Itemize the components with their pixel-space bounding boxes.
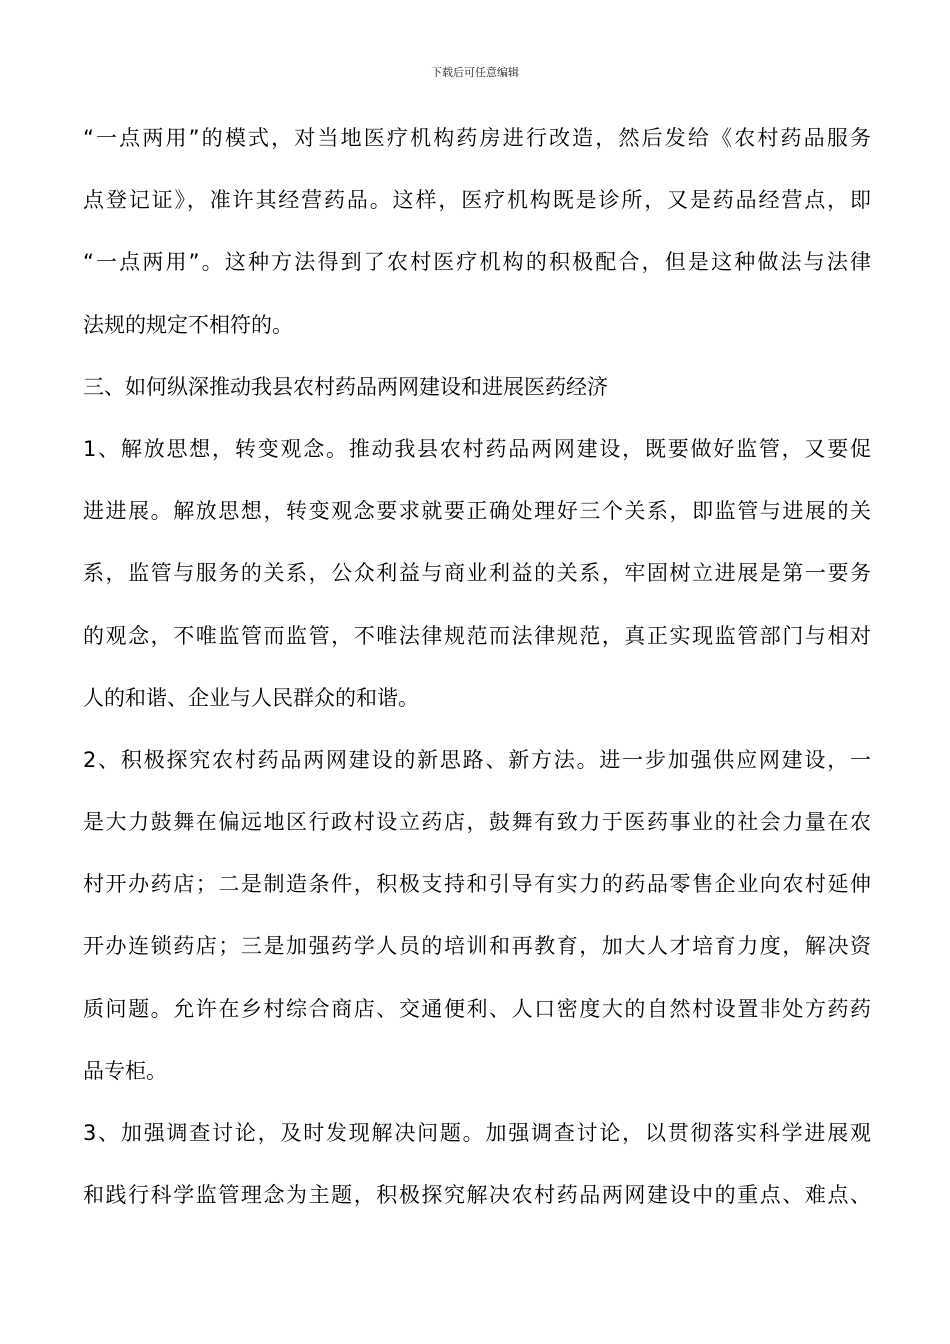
text-line: “一点两用”的模式，对当地医疗机构药房进行改造，然后发给《农村药品服务 [83, 126, 871, 150]
text-line: 村开办药店；二是制造条件，积极支持和引导有实力的药品零售企业向农村延伸 [83, 872, 871, 897]
text-line: 人的和谐、企业与人民群众的和谐。 [83, 685, 419, 710]
text-line: 质问题。允许在乡村综合商店、交通便利、人口密度大的自然村设置非处方药药 [83, 996, 871, 1021]
document-body [83, 117, 871, 1236]
page-header: 下载后可任意编辑 [431, 66, 519, 79]
text-line: 2、积极探究农村药品两网建设的新思路、新方法。进一步加强供应网建设，一 [83, 747, 871, 772]
text-line: 进进展。解放思想，转变观念要求就要正确处理好三个关系，即监管与进展的关 [83, 499, 871, 524]
text-line: 3、加强调查讨论，及时发现解决问题。加强调查讨论，以贯彻落实科学进展观 [83, 1121, 871, 1145]
text-line: “一点两用”。这种方法得到了农村医疗机构的积极配合，但是这种做法与法律 [83, 250, 871, 275]
text-line: 和践行科学监管理念为主题，积极探究解决农村药品两网建设中的重点、难点、 [83, 1183, 871, 1208]
text-line: 点登记证》，准许其经营药品。这样，医疗机构既是诊所，又是药品经营点，即 [83, 188, 871, 213]
text-line: 是大力鼓舞在偏远地区行政村设立药店，鼓舞有致力于医药事业的社会力量在农 [83, 810, 871, 835]
text-line: 的观念，不唯监管而监管，不唯法律规范而法律规范，真正实现监管部门与相对 [83, 623, 871, 648]
text-line: 三、如何纵深推动我县农村药品两网建设和进展医药经济 [83, 374, 608, 399]
text-line: 开办连锁药店；三是加强药学人员的培训和再教育，加大人才培育力度，解决资 [83, 934, 871, 959]
text-line: 1、解放思想，转变观念。推动我县农村药品两网建设，既要做好监管，又要促 [83, 436, 871, 461]
text-line: 品专柜。 [83, 1058, 167, 1083]
text-line: 法规的规定不相符的。 [83, 312, 293, 337]
text-line: 系，监管与服务的关系，公众利益与商业利益的关系，牢固树立进展是第一要务 [83, 561, 871, 586]
